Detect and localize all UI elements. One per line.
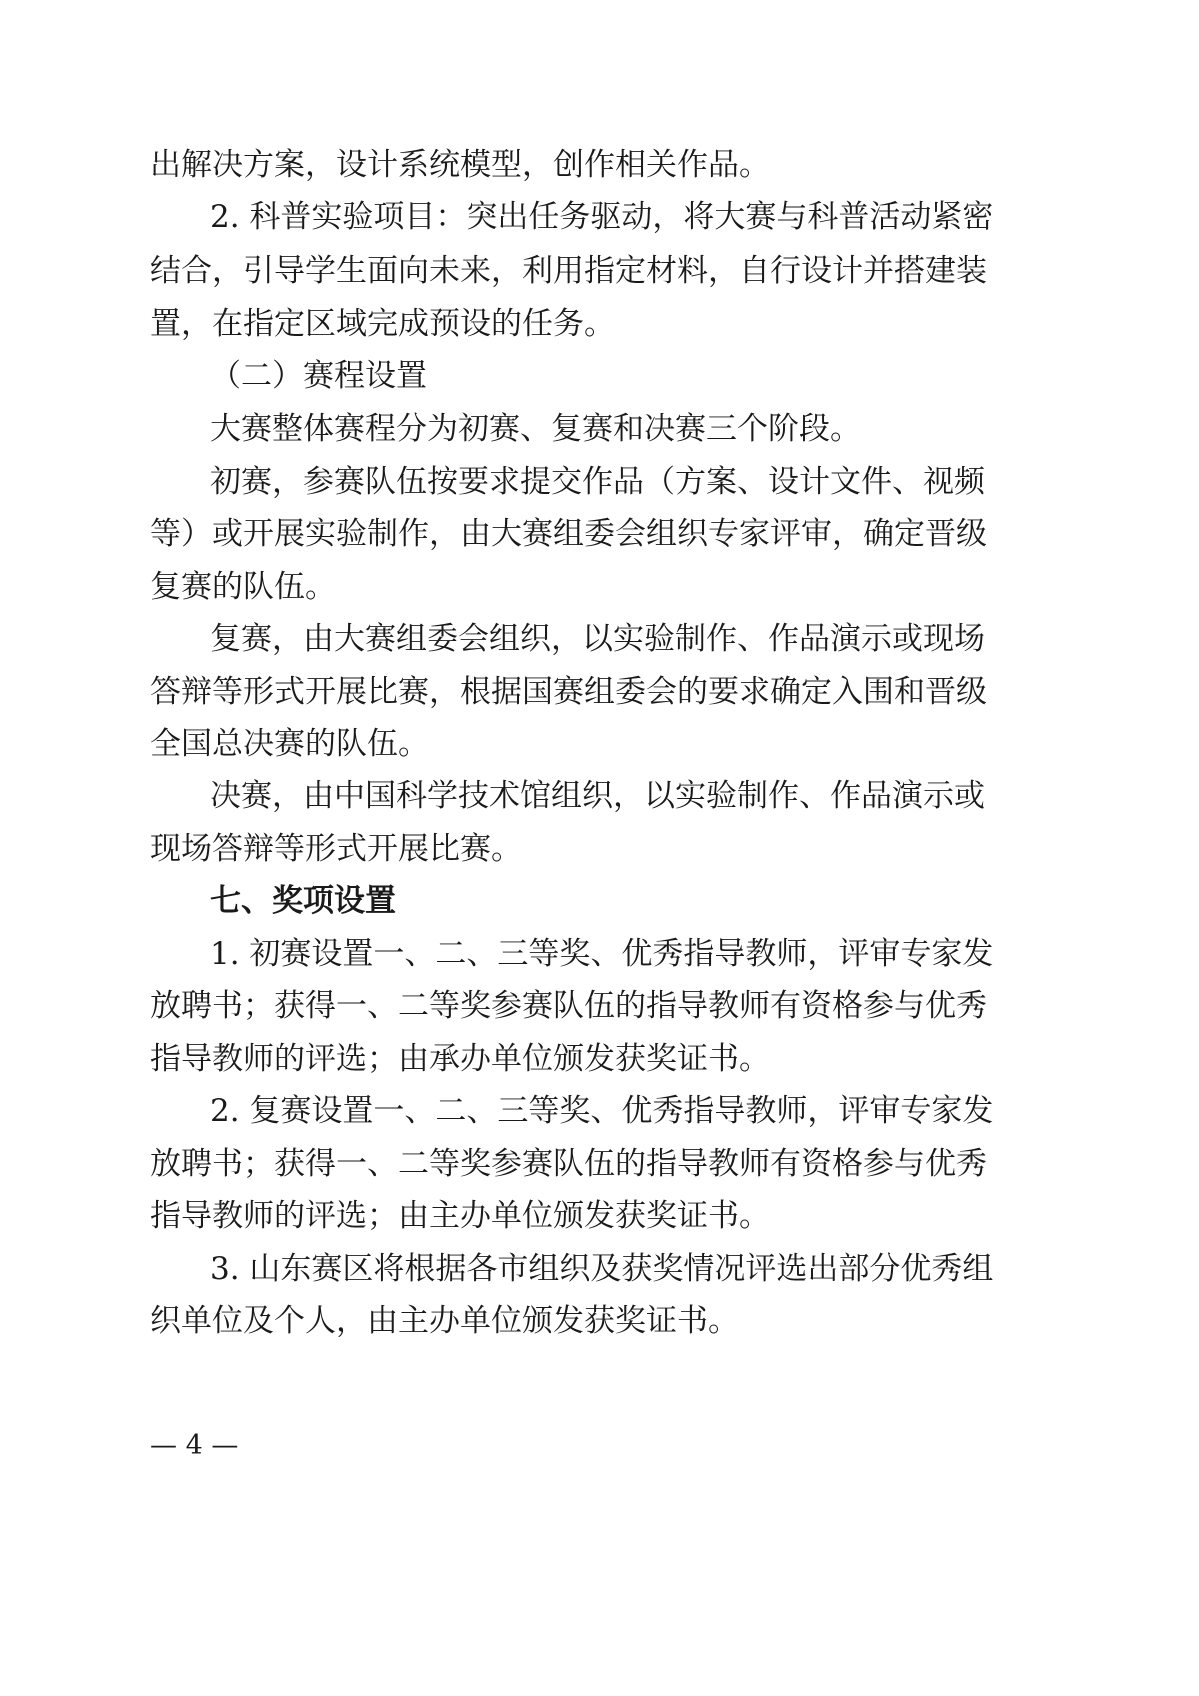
section-heading: 七、奖项设置 xyxy=(210,883,396,919)
section-subheading: （二）赛程设置 xyxy=(210,358,427,394)
paragraph-line: 织单位及个人，由主办单位颁发获奖证书。 xyxy=(150,1303,739,1339)
paragraph-line: 大赛整体赛程分为初赛、复赛和决赛三个阶段。 xyxy=(210,411,861,447)
paragraph-line: 结合，引导学生面向未来，利用指定材料，自行设计并搭建装 xyxy=(150,253,987,289)
paragraph-line: 全国总决赛的队伍。 xyxy=(150,726,429,762)
page-number: — 4 — xyxy=(150,1430,239,1461)
paragraph-line: 答辩等形式开展比赛，根据国赛组委会的要求确定入围和晋级 xyxy=(150,674,987,710)
paragraph-line: 2. 复赛设置一、二、三等奖、优秀指导教师，评审专家发 xyxy=(210,1093,994,1129)
paragraph-line: 复赛，由大赛组委会组织，以实验制作、作品演示或现场 xyxy=(210,621,985,657)
paragraph-line: 出解决方案，设计系统模型，创作相关作品。 xyxy=(150,147,770,183)
paragraph-line: 放聘书；获得一、二等奖参赛队伍的指导教师有资格参与优秀 xyxy=(150,1146,987,1182)
paragraph-line: 2. 科普实验项目：突出任务驱动，将大赛与科普活动紧密 xyxy=(210,199,994,235)
paragraph-line: 1. 初赛设置一、二、三等奖、优秀指导教师，评审专家发 xyxy=(210,936,994,972)
paragraph-line: 复赛的队伍。 xyxy=(150,569,336,605)
paragraph-line: 置，在指定区域完成预设的任务。 xyxy=(150,306,615,342)
paragraph-line: 3. 山东赛区将根据各市组织及获奖情况评选出部分优秀组 xyxy=(210,1251,994,1287)
paragraph-line: 决赛，由中国科学技术馆组织，以实验制作、作品演示或 xyxy=(210,778,985,814)
paragraph-line: 指导教师的评选；由主办单位颁发获奖证书。 xyxy=(150,1198,770,1234)
paragraph-line: 等）或开展实验制作，由大赛组委会组织专家评审，确定晋级 xyxy=(150,516,987,552)
paragraph-line: 指导教师的评选；由承办单位颁发获奖证书。 xyxy=(150,1041,770,1077)
paragraph-line: 放聘书；获得一、二等奖参赛队伍的指导教师有资格参与优秀 xyxy=(150,988,987,1024)
paragraph-line: 现场答辩等形式开展比赛。 xyxy=(150,831,522,867)
paragraph-line: 初赛，参赛队伍按要求提交作品（方案、设计文件、视频 xyxy=(210,464,985,500)
